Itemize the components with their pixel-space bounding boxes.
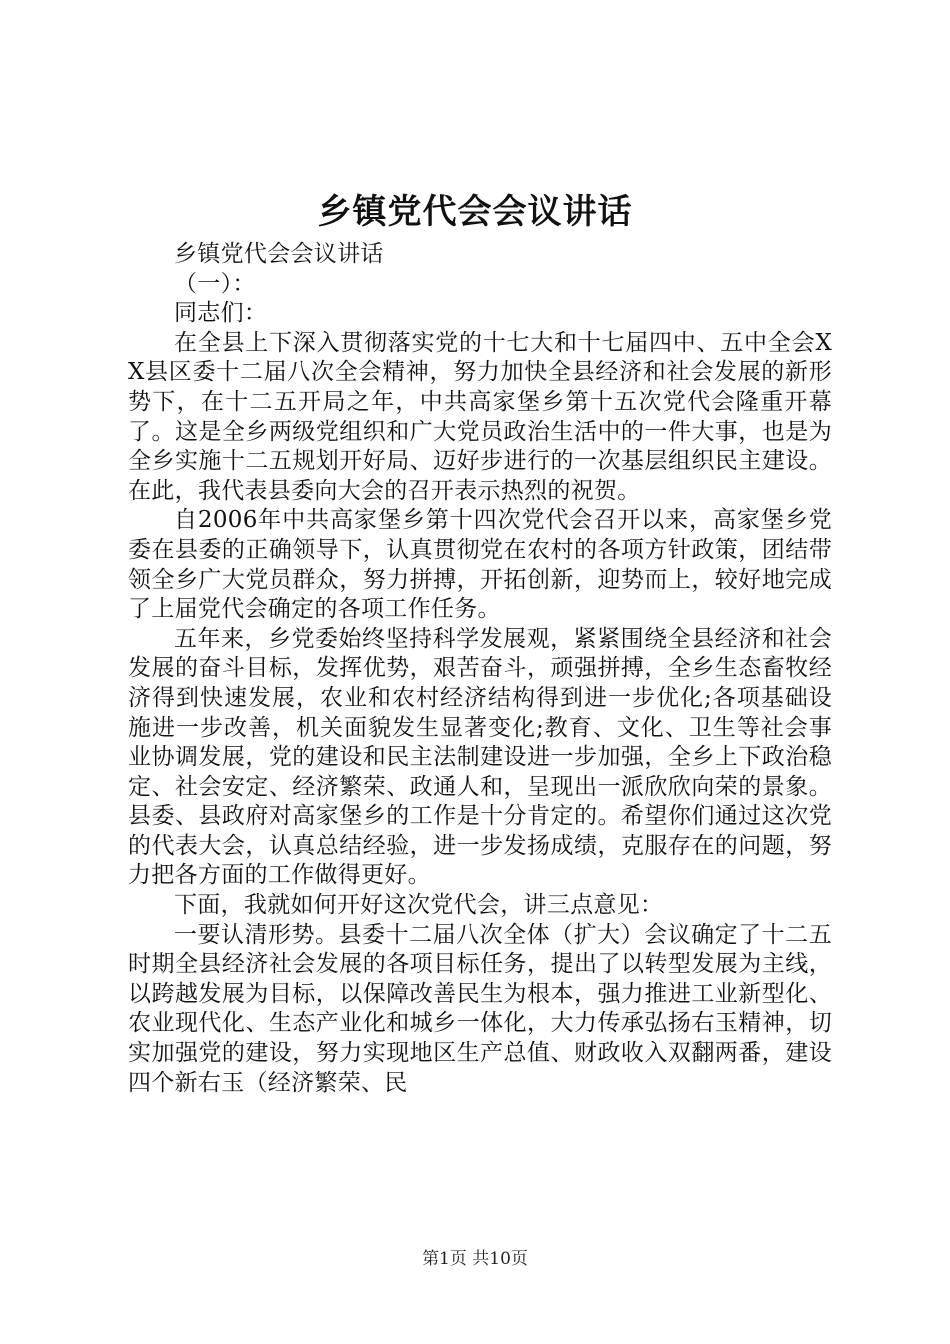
body-paragraph: 五年来，乡党委始终坚持科学发展观，紧紧围绕全县经济和社会发展的奋斗目标，发挥优势，艰苦奋斗，顽强拼搏，全乡生态畜牧经济得到快速发展，农业和农村经济结构得到进一步优化;各项基础设施进一步改善，机关面貌发生显著变化;教育、文化、卫生等社会事业协调发展，党的建设和民主法制建设进一步加强，全乡上下政治稳定、社会安定、经济繁荣、政通人和，呈现出一派欣欣向荣的景象。县委、县政府对高家堡乡的工作是十分肯定的。希望你们通过这次党的代表大会，认真总结经验，进一步发扬成绩，克服存在的问题，努力把各方面的工作做得更好。 — [128, 625, 832, 889]
body-paragraph: 自2006年中共高家堡乡第十四次党代会召开以来，高家堡乡党委在县委的正确领导下，认真贯彻党在农村的各项方针政策，团结带领全乡广大党员群众，努力拼搏，开拓创新，迎势而上，较好地完成了上届党代会确定的各项工作任务。 — [128, 507, 832, 623]
document-title: 乡镇党代会会议讲话 — [317, 192, 633, 232]
salutation-paragraph: 同志们： — [174, 300, 268, 327]
page-number-footer: 第1页 共10页 — [422, 1249, 528, 1269]
section-number-paragraph: （一）： — [174, 270, 256, 297]
document-body — [128, 240, 832, 1098]
body-paragraph: 在全县上下深入贯彻落实党的十七大和十七届四中、五中全会XX县区委十二届八次全会精神，努力加快全县经济和社会发展的新形势下，在十二五开局之年，中共高家堡乡第十五次党代会隆重开幕了。这是全乡两级党组织和广大党员政治生活中的一件大事，也是为全乡实施十二五规划开好局、迈好步进行的一次基层组织民主建设。在此，我代表县委向大会的召开表示热烈的祝贺。 — [128, 329, 832, 504]
subtitle-paragraph: 乡镇党代会会议讲话 — [174, 241, 384, 267]
body-paragraph: 下面，我就如何开好这次党代会，讲三点意见： — [174, 892, 664, 919]
body-paragraph: 一要认清形势。县委十二届八次全体（扩大）会议确定了十二五时期全县经济社会发展的各项目标任务，提出了以转型发展为主线，以跨越发展为目标，以保障改善民生为根本，强力推进工业新型化、农业现代化、生态产业化和城乡一体化，大力传承弘扬右玉精神，切实加强党的建设，努力实现地区生产总值、财政收入双翻两番，建设四个新右玉（经济繁荣、民 — [128, 921, 832, 1096]
